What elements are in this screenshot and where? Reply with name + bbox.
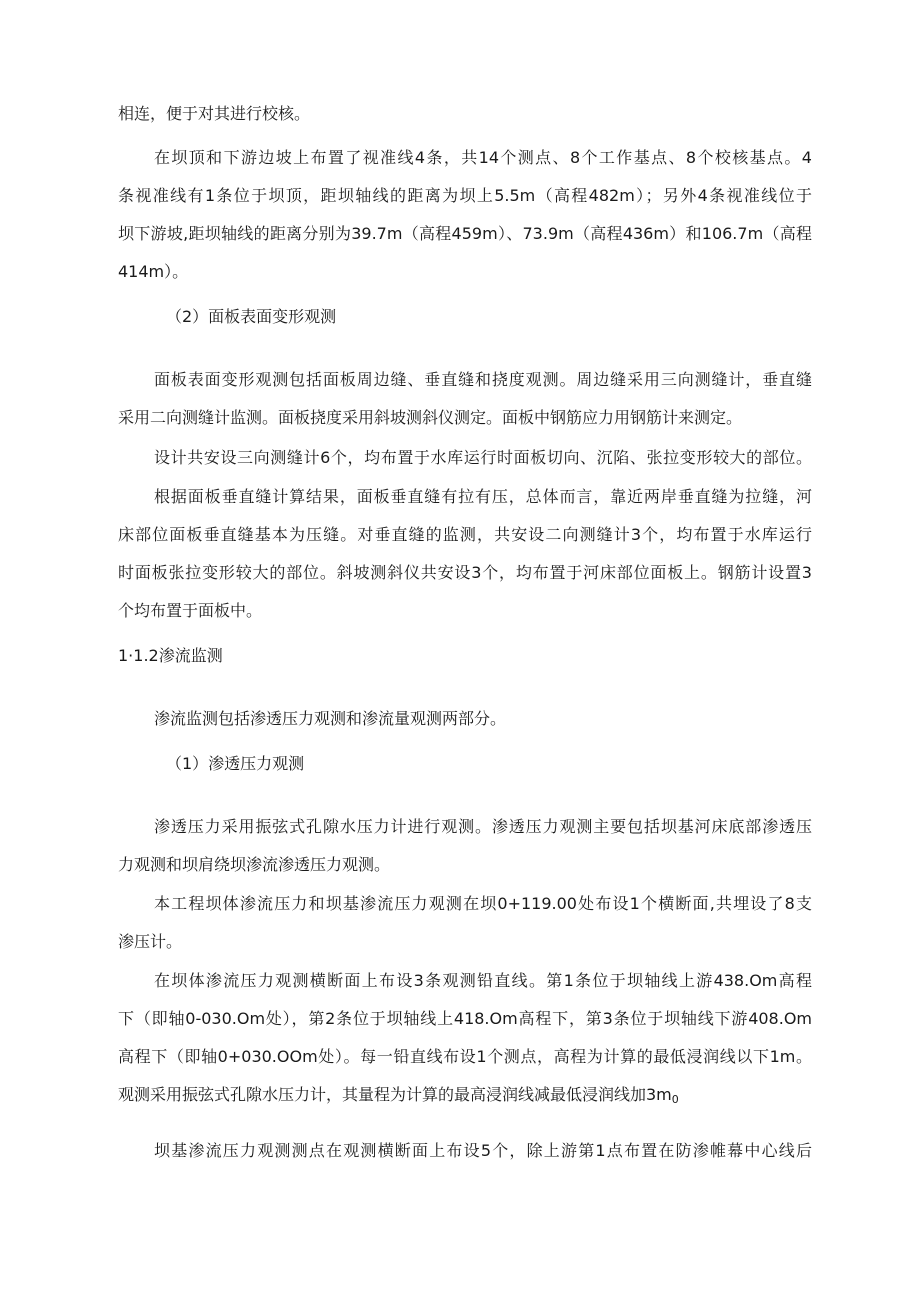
paragraph-line: 时面板张拉变形较大的部位。斜坡测斜仪共安设3个，均布置于河床部位面板上。钢筋计设置3: [118, 563, 812, 582]
paragraph-line: [118, 1085, 679, 1110]
paragraph-line: 相连，便于对其进行校核。: [118, 104, 311, 123]
paragraph-line: 设计共安设三向测缝计6个，均布置于水库运行时面板切向、沉陷、张拉变形较大的部位。: [154, 448, 812, 467]
section-heading: （2）面板表面变形观测: [166, 307, 337, 326]
paragraph-line: 个均布置于面板中。: [118, 601, 263, 620]
paragraph-line: 力观测和坝肩绕坝渗流渗透压力观测。: [118, 855, 391, 874]
paragraph-line: 根据面板垂直缝计算结果，面板垂直缝有拉有压，总体而言，靠近两岸垂直缝为拉缝，河: [154, 487, 812, 506]
paragraph-line: 面板表面变形观测包括面板周边缝、垂直缝和挠度观测。周边缝采用三向测缝计，垂直缝: [154, 370, 812, 389]
paragraph-line: 渗压计。: [118, 932, 183, 951]
paragraph-line: 414m）。: [118, 262, 189, 281]
paragraph-line: 床部位面板垂直缝基本为压缝。对垂直缝的监测，共安设二向测缝计3个，均布置于水库运行: [118, 525, 812, 544]
paragraph-line: 高程下（即轴0+030.OOm处）。每一铅直线布设1个测点，高程为计算的最低浸润线以下1m。: [118, 1047, 812, 1066]
paragraph-line: 本工程坝体渗流压力和坝基渗流压力观测在坝0+119.00处布设1个横断面,共埋设了8支: [154, 894, 812, 913]
paragraph-line: 渗流监测包括渗透压力观测和渗流量观测两部分。: [154, 709, 507, 728]
section-heading: 1·1.2渗流监测: [118, 646, 223, 665]
paragraph-line: 条视准线有1条位于坝顶，距坝轴线的距离为坝上5.5m（高程482m）；另外4条视准线位于: [118, 186, 812, 205]
paragraph-line: 采用二向测缝计监测。面板挠度采用斜坡测斜仪测定。面板中钢筋应力用钢筋计来测定。: [118, 408, 743, 427]
paragraph-line: 下（即轴0-030.Om处），第2条位于坝轴线上418.Om高程下，第3条位于坝轴线下游408.Om: [118, 1009, 812, 1028]
paragraph-line-text: 观测采用振弦式孔隙水压力计，其量程为计算的最高浸润线减最低浸润线加3m: [118, 1085, 672, 1104]
paragraph-line: 在坝顶和下游边坡上布置了视准线4条，共14个测点、8个工作基点、8个校核基点。4: [154, 148, 812, 167]
subscript: 0: [671, 1093, 679, 1106]
paragraph-line: 在坝体渗流压力观测横断面上布设3条观测铅直线。第1条位于坝轴线上游438.Om高程: [154, 971, 812, 990]
section-heading: （1）渗透压力观测: [166, 754, 305, 773]
paragraph-line: 坝下游坡,距坝轴线的距离分别为39.7m（高程459m）、73.9m（高程436m）和106.7m（高程: [118, 224, 812, 243]
paragraph-line: 坝基渗流压力观测测点在观测横断面上布设5个，除上游第1点布置在防渗帷幕中心线后: [154, 1141, 812, 1160]
paragraph-line: 渗透压力采用振弦式孔隙水压力计进行观测。渗透压力观测主要包括坝基河床底部渗透压: [154, 817, 812, 836]
